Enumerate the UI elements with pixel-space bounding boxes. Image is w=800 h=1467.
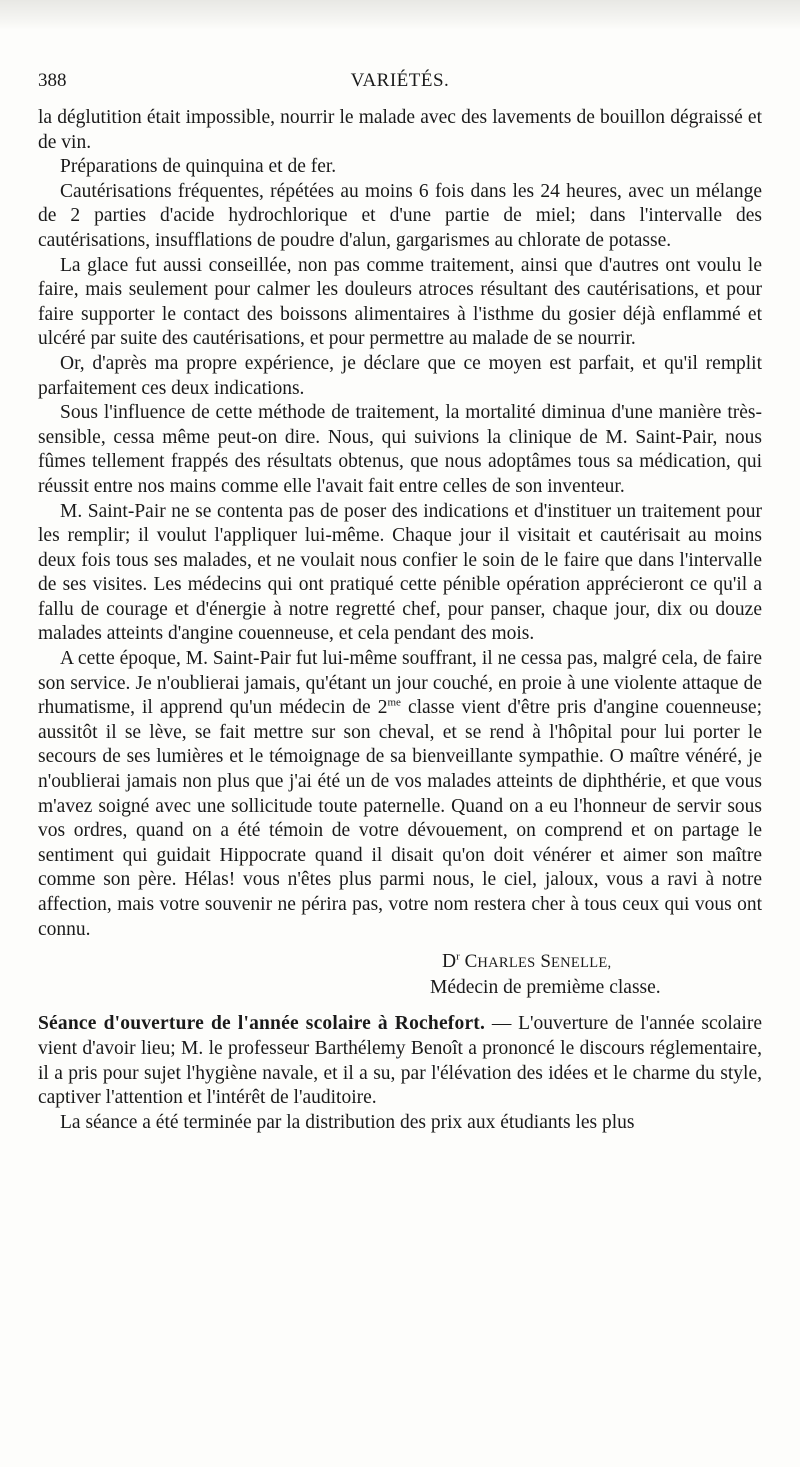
paragraph: Or, d'après ma propre expérience, je déclare que ce moyen est parfait, et qu'il remplit parfaitement ces deux indications. [38,352,762,399]
paragraph: Cautérisations fréquentes, répétées au moins 6 fois dans les 24 heures, avec un mélange de 2 parties d'acide hydrochlorique et d'une partie de miel; dans l'intervalle des cautérisations, insufflations de poudre d'alun, gargarismes au chlorate de potasse. [38,180,762,251]
paragraph: la déglutition était impossible, nourrir le malade avec des lavements de bouillon dégraissé et de vin. [38,107,762,153]
signature-first-initial: C [464,951,478,973]
page-top-shadow [0,0,800,30]
signature-first-rest: HARLES [477,955,536,972]
page-body [38,106,762,1135]
section-title: Séance d'ouverture de l'année scolaire à Rochefort. [38,1013,486,1035]
signature-last-initial: S [540,951,551,973]
section-text: — L'ouverture de l'année scolaire vient d'avoir lieu; M. le professeur Barthélemy Benoît a prononcé le discours réglementaire, il a pris pour sujet l'hygiène navale, et il a su, par l'élévation des idées et le charme du style, captiver l'attention et l'intérêt de l'auditoire. [38,1013,763,1109]
paragraph-epoch-before: A cette époque, M. Saint-Pair fut lui-même souffrant, il ne cessa pas, malgré cela, de faire son service. Je n'oublierai jamais, qu'étant un jour couché, en proie à une violente attaque de rhumatisme, il apprend qu'un médecin de 2 [38,648,762,719]
paragraph-last: La séance a été terminée par la distribution des prix aux étudiants les plus [60,1111,635,1133]
signature-title-sup: r [456,950,460,963]
signature-title: D [442,951,457,973]
page-number: 388 [38,70,67,91]
signature-name [430,950,762,976]
paragraph: M. Saint-Pair ne se contenta pas de poser des indications et d'instituer un traitement pour les remplir; il voulut l'appliquer lui-même. Chaque jour il visitait et cautérisait au moins deux fois tous ses malades, et ne voulait nous confier le soin de le faire que dans l'intervalle de ses visites. Les médecins qui ont pratiqué cette pénible opération apprécieront ce qu'il a fallu de courage et d'énergie à notre regretté chef, pour panser, chaque jour, dix ou douze malades atteints d'angine couenneuse, et cela pendant des mois. [38,500,762,645]
signature-block [38,950,762,1000]
paragraph-epoch [38,647,762,942]
running-title: VARIÉTÉS. [350,70,450,91]
page-header [38,70,762,100]
section-paragraph [38,1012,762,1110]
signature-last-rest: ENELLE, [550,955,612,972]
ordinal-superscript: me [387,696,401,709]
paragraph-epoch-after: classe vient d'être pris d'angine couenneuse; aussitôt il se lève, se fait mettre sur son cheval, et se rend à l'hôpital pour lui porter le secours de ses lumières et le témoignage de sa bienveillante sympathie. O maître vénéré, je n'oublierai jamais non plus que j'ai été un de vos malades atteints de diphthérie, et que vous m'avez soigné avec une sollicitude toute paternelle. Quand on a eu l'honneur de servir sous vos ordres, quand on a été témoin de votre dévouement, on comprend et on partage le sentiment qui guidait Hippocrate quand il disait qu'on doit vénérer et aimer son maître comme son père. Hélas! vous n'êtes plus parmi nous, le ciel, jaloux, vous a ravi à notre affection, mais votre souvenir ne périra pas, votre nom restera cher à tous ceux qui vous ont connu. [38,697,762,940]
paragraph: Sous l'influence de cette méthode de traitement, la mortalité diminua d'une manière très-sensible, cessa même peut-on dire. Nous, qui suivions la clinique de M. Saint-Pair, nous fûmes tellement frappés des résultats obtenus, que nous adoptâmes tous sa médication, qui réussit entre nos mains comme elle l'avait fait entre celles de son inventeur. [38,402,762,497]
paragraph: La glace fut aussi conseillée, non pas comme traitement, ainsi que d'autres ont voulu le faire, mais seulement pour calmer les douleurs atroces résultant des cautérisations, et pour faire supporter le contact des boissons alimentaires à l'isthme du gosier déjà enflammé et ulcéré par suite des cautérisations, et pour permettre au malade de se nourrir. [38,254,762,350]
paragraph: Préparations de quinquina et de fer. [60,156,337,178]
signature-role: Médecin de premième classe. [430,976,661,998]
